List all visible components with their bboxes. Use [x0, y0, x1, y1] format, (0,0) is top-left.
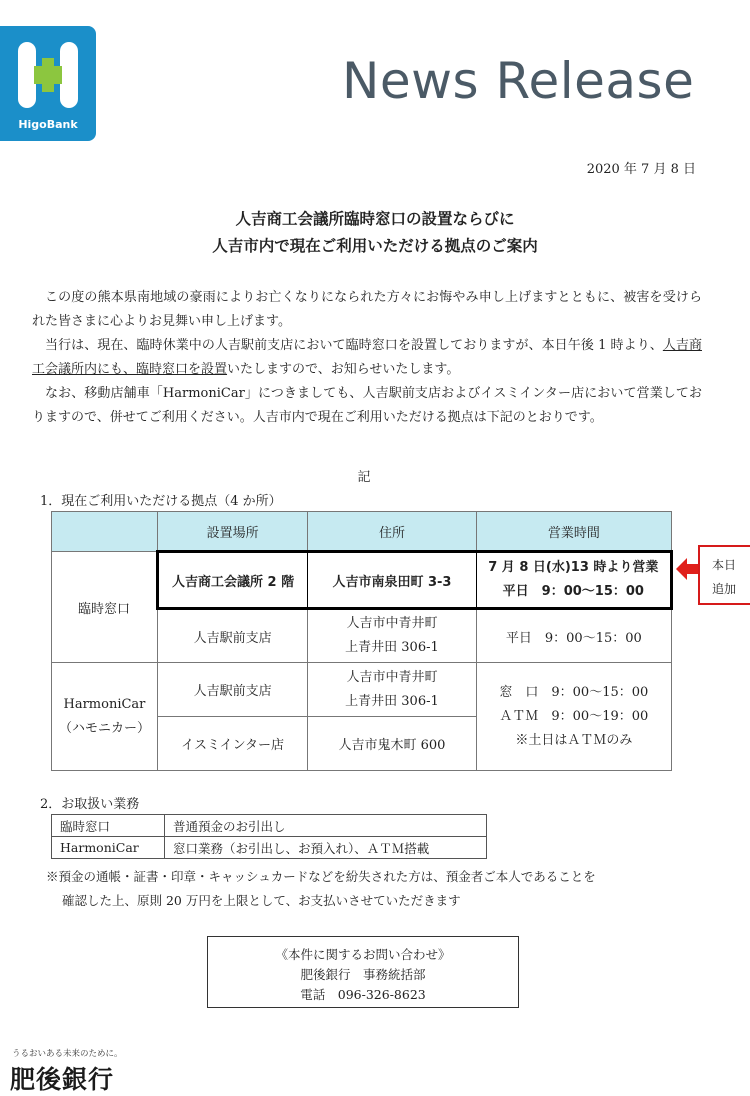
headline-line-1: 人吉商工会議所臨時窓口の設置ならびに: [235, 210, 515, 228]
paragraph-1: この度の熊本県南地域の豪雨によりお亡くなりになられた方々にお悔やみ申し上げますとともに、被害を受けられた皆さまに心よりお見舞い申し上げます。: [32, 290, 702, 329]
place-isumi: イスミインター店: [157, 717, 307, 771]
header-place: 設置場所: [157, 512, 307, 552]
ki-mark: 記: [357, 470, 371, 485]
hours-atm: ＡＴＭ 9：00～19：00: [499, 708, 649, 724]
paragraph-2-start: 当行は、現在、臨時休業中の人吉駅前支店において臨時窓口を設置しておりますが、本日午後 1 時より、: [45, 338, 663, 353]
paragraph-2: [32, 334, 702, 382]
note-line-2: 確認した上、原則 20 万円を上限として、お支払いさせていただきます: [62, 893, 461, 908]
arrow-left-icon: [676, 558, 700, 580]
service-value: 窓口業務（お引出し、お預入れ）、ＡＴＭ搭載: [165, 837, 487, 859]
footer-bank-name: 肥後銀行: [10, 1065, 115, 1094]
place-chamber: 人吉商工会議所 2 階: [157, 552, 307, 609]
footer-tagline: うるおいある未来のために。: [12, 1049, 123, 1059]
table-row: [52, 837, 487, 859]
table-row: [52, 663, 672, 717]
table-row: [52, 552, 672, 609]
headline-line-2: 人吉市内で現在ご利用いただける拠点のご案内: [212, 237, 538, 255]
underline-text-1: 人吉商工会議所内にも、: [32, 338, 702, 377]
address-isumi: 人吉市鬼木町 600: [308, 717, 476, 771]
service-label: 臨時窓口: [52, 815, 165, 837]
group-label-temporary: 臨時窓口: [52, 552, 158, 663]
address-line-1: 人吉市中青井町: [346, 669, 438, 685]
paragraph-3: なお、移動店舗車「HarmoniCar」につきましても、人吉駅前支店およびイスミインター店において営業しておりますので、併せてご利用ください。人吉市内で現在ご利用いただける拠点は下記のとおりです。: [32, 386, 702, 425]
paragraph-2-end: いたしますので、お知らせいたします。: [227, 362, 460, 377]
address-chamber: 人吉市南泉田町 3-3: [308, 552, 476, 609]
service-label: HarmoniCar: [52, 837, 165, 859]
section-1-heading: 1．現在ご利用いただける拠点（4 か所）: [40, 494, 282, 509]
place-station-branch-car: 人吉駅前支店: [157, 663, 307, 717]
table-header-row: [52, 512, 672, 552]
underline-text-2: 臨時窓口を設置: [136, 362, 228, 377]
address-station-branch-car: [308, 663, 476, 717]
note-line-1: ※預金の通帳・証書・印章・キャッシュカードなどを紛失された方は、預金者ご本人であることを: [46, 869, 596, 884]
hours-chamber-line-2: 平日 9：00～15：00: [502, 584, 644, 599]
address-station-branch: [308, 609, 476, 663]
contact-box: [207, 936, 519, 1008]
locations-table: [51, 511, 673, 771]
hours-chamber-line-1: 7 月 8 日(水)13 時より営業: [488, 560, 659, 575]
harmonicar-label-kana: （ハモニカー）: [58, 720, 150, 736]
hours-window: 窓 口 9：00～15：00: [499, 684, 649, 700]
headline: [0, 206, 750, 260]
contact-phone: 電話 096-326-8623: [300, 987, 426, 1002]
contact-title: 《本件に関するお問い合わせ》: [275, 947, 451, 962]
place-station-branch: 人吉駅前支店: [157, 609, 307, 663]
bank-mark-icon: [14, 40, 82, 110]
harmonicar-label: HarmoniCar: [63, 696, 146, 712]
lost-items-note: [46, 865, 706, 913]
hours-chamber: [476, 552, 671, 609]
header-address: 住所: [308, 512, 476, 552]
added-today-badge: [698, 545, 750, 605]
address-line-2: 上青井田 306-1: [345, 693, 439, 709]
news-release-title: News Release: [342, 52, 695, 110]
body-text: [32, 286, 702, 430]
header-hours: 営業時間: [476, 512, 671, 552]
services-table: [51, 814, 487, 859]
hours-weekend-note: ※土日はＡＴＭのみ: [515, 732, 633, 748]
section-2-heading: 2．お取扱い業務: [40, 797, 140, 812]
header-corner: [52, 512, 158, 552]
badge-line-1: 本日: [712, 558, 737, 572]
hours-harmonicar: [476, 663, 671, 771]
group-label-harmonicar: [52, 663, 158, 771]
higobank-logo: [0, 26, 96, 141]
address-line-1: 人吉市中青井町: [346, 616, 438, 631]
table-row: [52, 815, 487, 837]
logo-text: HigoBank: [18, 118, 78, 131]
hours-station-branch: 平日 9：00～15：00: [476, 609, 671, 663]
badge-line-2: 追加: [712, 582, 737, 596]
contact-dept: 肥後銀行 事務統括部: [300, 967, 426, 982]
address-line-2: 上青井田 306-1: [345, 640, 439, 655]
release-date: 2020 年 7 月 8 日: [586, 162, 696, 177]
service-value: 普通預金のお引出し: [165, 815, 487, 837]
